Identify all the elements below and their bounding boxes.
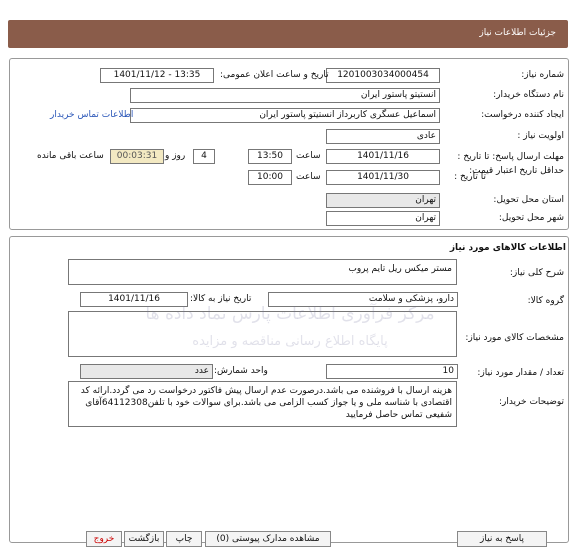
exit-button[interactable]: خروج — [86, 531, 122, 547]
specs-label: مشخصات کالای مورد نیاز: — [465, 333, 564, 343]
days-label: روز و — [165, 151, 186, 161]
province-label: استان محل تحویل: — [493, 195, 564, 205]
unit-label: واحد شمارش: — [214, 366, 268, 376]
notes-field — [68, 381, 457, 427]
page-title: جزئیات اطلاعات نیاز — [479, 28, 556, 38]
attachments-button[interactable]: مشاهده مدارک پیوستی (0) — [205, 531, 331, 547]
priority-field: عادی — [326, 129, 440, 144]
count-label: تعداد / مقدار مورد نیاز: — [477, 368, 564, 378]
summary-text: مستر میکس ریل تایم پروب — [348, 264, 452, 274]
device-label: نام دستگاه خریدار: — [493, 90, 564, 100]
min-validity-label: حداقل تاریخ اعتبار قیمت: — [469, 166, 564, 176]
summary-field — [68, 259, 457, 285]
deadline-label: مهلت ارسال پاسخ: تا تاریخ : — [457, 152, 564, 162]
print-button[interactable]: چاپ — [166, 531, 202, 547]
watermark-line-1: مرکز فرآوری اطلاعات پارس نماد داده ها — [145, 304, 435, 324]
announce-datetime-field: 1401/11/12 - 13:35 — [100, 68, 214, 83]
priority-label: اولویت نیاز : — [517, 131, 564, 141]
province-field: تهران — [326, 193, 440, 208]
validity-time-label: ساعت — [296, 172, 321, 182]
need-info-panel — [9, 58, 569, 230]
city-label: شهر محل تحویل: — [498, 213, 564, 223]
watermark-line-2: پایگاه اطلاع رسانی مناقصه و مزایده — [192, 334, 388, 349]
need-number-label: شماره نیاز: — [521, 70, 564, 80]
buyer-contact-link[interactable]: اطلاعات تماس خریدار — [50, 110, 134, 120]
notes-text: هزینه ارسال با فروشنده می باشد.درصورت عدم ارسال پیش فاکتور درخواست رد می گردد.ارائه کد اقتصادی با شناسه ملی و یا جواز کسب الزامی می باشد.برای سوالات خود با تلفن64112308آقای شفیعی تماس حاصل فرمایید — [80, 386, 452, 420]
reply-button[interactable]: پاسخ به نیاز — [457, 531, 547, 547]
creator-label: ایجاد کننده درخواست: — [481, 110, 564, 120]
validity-time-field: 10:00 — [248, 170, 292, 185]
group-field: دارو، پزشکی و سلامت — [268, 292, 458, 307]
device-field: انستیتو پاستور ایران — [130, 88, 440, 103]
goods-section-title: اطلاعات کالاهای مورد نیاز — [449, 243, 566, 253]
creator-field: اسماعیل عسگری کاربرداز انستیتو پاستور ایران — [130, 108, 440, 123]
deadline-time-label: ساعت — [296, 151, 321, 161]
announce-label: تاریخ و ساعت اعلان عمومی: — [220, 70, 329, 80]
count-field: 10 — [326, 364, 458, 379]
validity-date-field: 1401/11/30 — [326, 170, 440, 185]
deadline-time-field: 13:50 — [248, 149, 292, 164]
back-button[interactable]: بازگشت — [124, 531, 164, 547]
group-label: گروه کالا: — [527, 296, 564, 306]
specs-field — [68, 311, 457, 357]
page-header — [8, 20, 568, 48]
need-date-label: تاریخ نیاز به کالا: — [190, 294, 252, 304]
summary-label: شرح کلی نیاز: — [509, 268, 564, 278]
notes-label: توضیحات خریدار: — [498, 397, 564, 407]
deadline-date-field: 1401/11/16 — [326, 149, 440, 164]
days-field: 4 — [193, 149, 215, 164]
city-field: تهران — [326, 211, 440, 226]
need-date-field: 1401/11/16 — [80, 292, 188, 307]
need-number-field: 1201003034000454 — [326, 68, 440, 83]
unit-field: عدد — [80, 364, 213, 379]
validity-to-label: تا تاریخ : — [454, 172, 486, 182]
remaining-label: ساعت باقی مانده — [37, 151, 104, 161]
remaining-time-field: 00:03:31 — [110, 149, 164, 164]
